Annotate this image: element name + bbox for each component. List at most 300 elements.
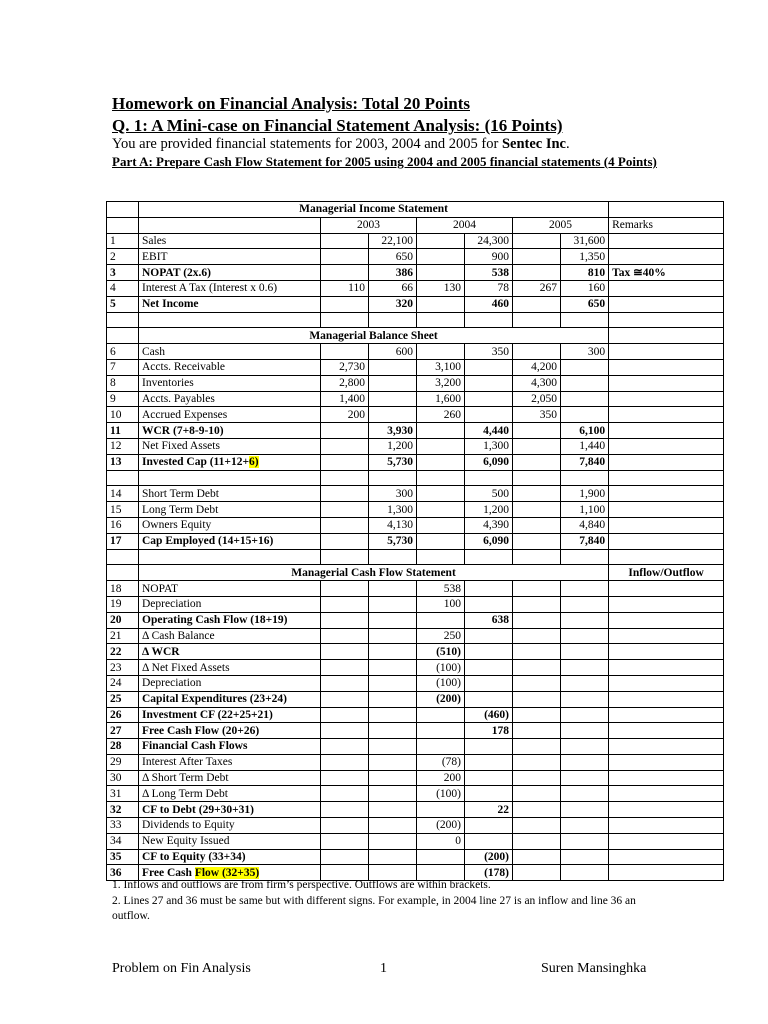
year-header: 2005 [513, 217, 609, 233]
value-cell: 1,100 [561, 502, 609, 518]
value-cell [561, 660, 609, 676]
value-cell: 600 [369, 344, 417, 360]
line-number: 18 [107, 581, 139, 597]
table-row [107, 612, 724, 628]
table-row [107, 660, 724, 676]
value-cell: 24,300 [465, 233, 513, 249]
section-title: Managerial Balance Sheet [139, 328, 609, 344]
question-heading: Q. 1: A Mini-case on Financial Statement Analysis: (16 Points) [112, 116, 563, 135]
line-label: Δ WCR [139, 644, 321, 660]
table-cell [609, 328, 724, 344]
value-cell: 2,050 [513, 391, 561, 407]
line-label: Free Cash Flow (32+35) [139, 865, 321, 881]
value-cell [321, 502, 369, 518]
line-label: Free Cash Flow (20+26) [139, 723, 321, 739]
value-cell [417, 517, 465, 533]
value-cell: 0 [417, 833, 465, 849]
value-cell [417, 707, 465, 723]
value-cell [513, 486, 561, 502]
line-label: Net Income [139, 296, 321, 312]
value-cell [321, 802, 369, 818]
line-label: Cash [139, 344, 321, 360]
value-cell: (100) [417, 786, 465, 802]
value-cell [369, 660, 417, 676]
table-cell [321, 549, 369, 565]
line-label: Financial Cash Flows [139, 739, 321, 755]
value-cell: 3,930 [369, 423, 417, 439]
line-number: 34 [107, 833, 139, 849]
value-cell: 3,200 [417, 375, 465, 391]
line-number: 31 [107, 786, 139, 802]
value-cell [417, 739, 465, 755]
value-cell [321, 754, 369, 770]
value-cell [321, 296, 369, 312]
line-number: 36 [107, 865, 139, 881]
value-cell [321, 707, 369, 723]
value-cell [417, 233, 465, 249]
value-cell: 22 [465, 802, 513, 818]
value-cell [609, 280, 724, 296]
value-cell [513, 423, 561, 439]
value-cell [321, 644, 369, 660]
value-cell [369, 675, 417, 691]
footnotes [112, 878, 672, 925]
value-cell [369, 707, 417, 723]
value-cell: 200 [321, 407, 369, 423]
value-cell [513, 596, 561, 612]
line-label: Cap Employed (14+15+16) [139, 533, 321, 549]
value-cell [513, 296, 561, 312]
value-cell [561, 581, 609, 597]
value-cell [417, 249, 465, 265]
line-label: Net Fixed Assets [139, 438, 321, 454]
value-cell: 178 [465, 723, 513, 739]
line-number: 2 [107, 249, 139, 265]
value-cell [417, 723, 465, 739]
year-header: 2003 [321, 217, 417, 233]
value-cell: 1,200 [465, 502, 513, 518]
value-cell: 1,440 [561, 438, 609, 454]
value-cell [369, 407, 417, 423]
value-cell [465, 391, 513, 407]
table-row [107, 249, 724, 265]
value-cell [561, 754, 609, 770]
highlighted-text: 6) [249, 456, 259, 469]
value-cell [321, 833, 369, 849]
table-cell [107, 202, 139, 218]
line-label: EBIT [139, 249, 321, 265]
value-cell [321, 739, 369, 755]
table-row [107, 344, 724, 360]
table-cell [609, 549, 724, 565]
line-number: 12 [107, 438, 139, 454]
value-cell [321, 786, 369, 802]
value-cell [609, 707, 724, 723]
value-cell [513, 818, 561, 834]
value-cell [321, 628, 369, 644]
table-cell [417, 549, 465, 565]
value-cell: (78) [417, 754, 465, 770]
value-cell [465, 770, 513, 786]
value-cell [513, 754, 561, 770]
value-cell [513, 691, 561, 707]
line-label: CF to Debt (29+30+31) [139, 802, 321, 818]
table-row [107, 833, 724, 849]
value-cell [561, 359, 609, 375]
table-row [107, 233, 724, 249]
value-cell: 2,730 [321, 359, 369, 375]
value-cell [609, 438, 724, 454]
table-row [107, 723, 724, 739]
line-number: 11 [107, 423, 139, 439]
value-cell [369, 818, 417, 834]
value-cell [609, 391, 724, 407]
value-cell: 638 [465, 612, 513, 628]
value-cell: 1,350 [561, 249, 609, 265]
line-number: 1 [107, 233, 139, 249]
table-row [107, 786, 724, 802]
value-cell: 538 [417, 581, 465, 597]
value-cell: 650 [369, 249, 417, 265]
value-cell [561, 644, 609, 660]
cashflow-title-row [107, 565, 724, 581]
value-cell [609, 517, 724, 533]
table-cell [465, 470, 513, 486]
table-row [107, 770, 724, 786]
value-cell [561, 707, 609, 723]
value-cell [513, 533, 561, 549]
line-label: Interest A Tax (Interest x 0.6) [139, 280, 321, 296]
value-cell [369, 612, 417, 628]
balance-title-row [107, 328, 724, 344]
value-cell [561, 691, 609, 707]
value-cell [561, 628, 609, 644]
value-cell [369, 628, 417, 644]
table-row [107, 739, 724, 755]
value-cell [321, 486, 369, 502]
line-label: Invested Cap (11+12+6) [139, 454, 321, 470]
value-cell [609, 581, 724, 597]
value-cell: 810 [561, 265, 609, 281]
value-cell: 5,730 [369, 533, 417, 549]
value-cell [465, 833, 513, 849]
table-cell [609, 470, 724, 486]
value-cell [561, 818, 609, 834]
value-cell [513, 707, 561, 723]
table-row [107, 818, 724, 834]
financial-statements-table [106, 201, 724, 881]
value-cell [513, 660, 561, 676]
value-cell: (460) [465, 707, 513, 723]
value-cell: 1,600 [417, 391, 465, 407]
value-cell [369, 581, 417, 597]
value-cell [609, 612, 724, 628]
income-title-row [107, 202, 724, 218]
value-cell [321, 660, 369, 676]
line-label: NOPAT (2x.6) [139, 265, 321, 281]
value-cell: 110 [321, 280, 369, 296]
table-row [107, 407, 724, 423]
table-cell [107, 565, 139, 581]
value-cell: 6,090 [465, 533, 513, 549]
value-cell [513, 454, 561, 470]
table-cell [139, 217, 321, 233]
line-label: Investment CF (22+25+21) [139, 707, 321, 723]
value-cell [465, 407, 513, 423]
value-cell: 6,090 [465, 454, 513, 470]
table-row [107, 628, 724, 644]
value-cell [609, 660, 724, 676]
value-cell [369, 770, 417, 786]
value-cell [417, 802, 465, 818]
value-cell [369, 754, 417, 770]
table-cell [139, 470, 321, 486]
value-cell [609, 818, 724, 834]
value-cell [369, 723, 417, 739]
value-cell [321, 423, 369, 439]
table-cell [321, 312, 369, 328]
table-cell [609, 312, 724, 328]
value-cell [609, 675, 724, 691]
value-cell [321, 454, 369, 470]
value-cell [513, 517, 561, 533]
value-cell [561, 675, 609, 691]
table-row [107, 581, 724, 597]
line-label: Δ Long Term Debt [139, 786, 321, 802]
value-cell: 300 [369, 486, 417, 502]
value-cell [609, 802, 724, 818]
value-cell: (100) [417, 675, 465, 691]
value-cell: 7,840 [561, 454, 609, 470]
value-cell [321, 249, 369, 265]
line-label: Operating Cash Flow (18+19) [139, 612, 321, 628]
blank-row [107, 312, 724, 328]
value-cell [369, 644, 417, 660]
line-label: CF to Equity (33+34) [139, 849, 321, 865]
value-cell: 78 [465, 280, 513, 296]
value-cell [513, 675, 561, 691]
value-cell: 1,200 [369, 438, 417, 454]
line-number: 14 [107, 486, 139, 502]
value-cell [417, 454, 465, 470]
table-cell [513, 312, 561, 328]
value-cell [321, 723, 369, 739]
table-row [107, 391, 724, 407]
value-cell [369, 359, 417, 375]
line-label: Δ Cash Balance [139, 628, 321, 644]
line-number: 35 [107, 849, 139, 865]
table-cell [107, 312, 139, 328]
part-a-heading: Part A: Prepare Cash Flow Statement for 2005 using 2004 and 2005 financial statements (4 Points) [112, 154, 657, 169]
line-label: Δ Short Term Debt [139, 770, 321, 786]
value-cell [321, 517, 369, 533]
table-cell [369, 312, 417, 328]
table-row [107, 754, 724, 770]
line-number: 19 [107, 596, 139, 612]
value-cell [609, 407, 724, 423]
line-number: 5 [107, 296, 139, 312]
value-cell [369, 596, 417, 612]
value-cell [417, 265, 465, 281]
value-cell [609, 770, 724, 786]
value-cell [609, 502, 724, 518]
table-cell [369, 470, 417, 486]
value-cell [369, 739, 417, 755]
value-cell: 4,300 [513, 375, 561, 391]
value-cell [321, 612, 369, 628]
table-cell [609, 202, 724, 218]
table-cell [107, 217, 139, 233]
line-label: Depreciation [139, 596, 321, 612]
table-cell [561, 470, 609, 486]
value-cell: 1,300 [465, 438, 513, 454]
table-cell [417, 312, 465, 328]
value-cell [369, 391, 417, 407]
value-cell: 386 [369, 265, 417, 281]
value-cell [321, 818, 369, 834]
value-cell [465, 581, 513, 597]
blank-row [107, 470, 724, 486]
value-cell [465, 596, 513, 612]
line-label: Short Term Debt [139, 486, 321, 502]
table-cell [561, 549, 609, 565]
line-label: New Equity Issued [139, 833, 321, 849]
value-cell [465, 675, 513, 691]
value-cell [609, 628, 724, 644]
value-cell [561, 391, 609, 407]
year-header: 2004 [417, 217, 513, 233]
table-cell [139, 312, 321, 328]
value-cell [609, 596, 724, 612]
table-cell [465, 549, 513, 565]
value-cell [561, 833, 609, 849]
table-cell [107, 328, 139, 344]
value-cell: 4,130 [369, 517, 417, 533]
value-cell: (510) [417, 644, 465, 660]
value-cell [561, 849, 609, 865]
table-cell [465, 312, 513, 328]
value-cell [321, 233, 369, 249]
value-cell [513, 786, 561, 802]
value-cell: (200) [417, 818, 465, 834]
footer-left: Problem on Fin Analysis [112, 961, 251, 976]
value-cell [561, 802, 609, 818]
table-cell [417, 470, 465, 486]
value-cell [369, 786, 417, 802]
remarks-header: Remarks [609, 217, 724, 233]
value-cell: 900 [465, 249, 513, 265]
value-cell [321, 849, 369, 865]
value-cell [609, 849, 724, 865]
intro-text [112, 136, 570, 153]
value-cell [465, 660, 513, 676]
value-cell [465, 359, 513, 375]
value-cell [609, 249, 724, 265]
value-cell: (200) [417, 691, 465, 707]
value-cell: 350 [465, 344, 513, 360]
value-cell [609, 296, 724, 312]
table-row [107, 454, 724, 470]
value-cell [321, 344, 369, 360]
value-cell [417, 296, 465, 312]
value-cell: 7,840 [561, 533, 609, 549]
value-cell [609, 739, 724, 755]
line-number: 20 [107, 612, 139, 628]
value-cell [321, 265, 369, 281]
value-cell: 5,730 [369, 454, 417, 470]
value-cell: 250 [417, 628, 465, 644]
value-cell [609, 533, 724, 549]
value-cell: 267 [513, 280, 561, 296]
value-cell [321, 691, 369, 707]
table-row [107, 375, 724, 391]
line-number: 25 [107, 691, 139, 707]
value-cell [465, 739, 513, 755]
value-cell: 31,600 [561, 233, 609, 249]
table-row [107, 423, 724, 439]
highlighted-text: Flow (32+35) [194, 866, 260, 879]
value-cell [513, 438, 561, 454]
document-title: Homework on Financial Analysis: Total 20 Points [112, 94, 470, 113]
line-label: Accts. Payables [139, 391, 321, 407]
table-row [107, 802, 724, 818]
line-number: 9 [107, 391, 139, 407]
value-cell [465, 754, 513, 770]
value-cell: 4,840 [561, 517, 609, 533]
intro-text-end: . [566, 136, 570, 152]
value-cell: (100) [417, 660, 465, 676]
value-cell [513, 739, 561, 755]
line-label: Depreciation [139, 675, 321, 691]
table-cell [369, 549, 417, 565]
line-number: 22 [107, 644, 139, 660]
line-label: Accrued Expenses [139, 407, 321, 423]
table-cell [513, 470, 561, 486]
value-cell: 200 [417, 770, 465, 786]
value-cell [609, 786, 724, 802]
value-cell [465, 628, 513, 644]
line-label: Sales [139, 233, 321, 249]
table-row [107, 596, 724, 612]
value-cell [513, 265, 561, 281]
value-cell [417, 486, 465, 502]
value-cell [561, 786, 609, 802]
value-cell [609, 833, 724, 849]
line-number: 13 [107, 454, 139, 470]
table-row [107, 644, 724, 660]
value-cell [369, 833, 417, 849]
value-cell [561, 770, 609, 786]
line-number: 33 [107, 818, 139, 834]
line-label: Owners Equity [139, 517, 321, 533]
line-number: 21 [107, 628, 139, 644]
value-cell [561, 407, 609, 423]
line-number: 24 [107, 675, 139, 691]
line-number: 17 [107, 533, 139, 549]
value-cell: 460 [465, 296, 513, 312]
value-cell [417, 502, 465, 518]
line-number: 15 [107, 502, 139, 518]
value-cell [417, 344, 465, 360]
value-cell [609, 375, 724, 391]
value-cell [369, 375, 417, 391]
value-cell [513, 802, 561, 818]
value-cell [513, 502, 561, 518]
value-cell: 100 [417, 596, 465, 612]
value-cell [513, 770, 561, 786]
value-cell: 320 [369, 296, 417, 312]
line-number: 4 [107, 280, 139, 296]
